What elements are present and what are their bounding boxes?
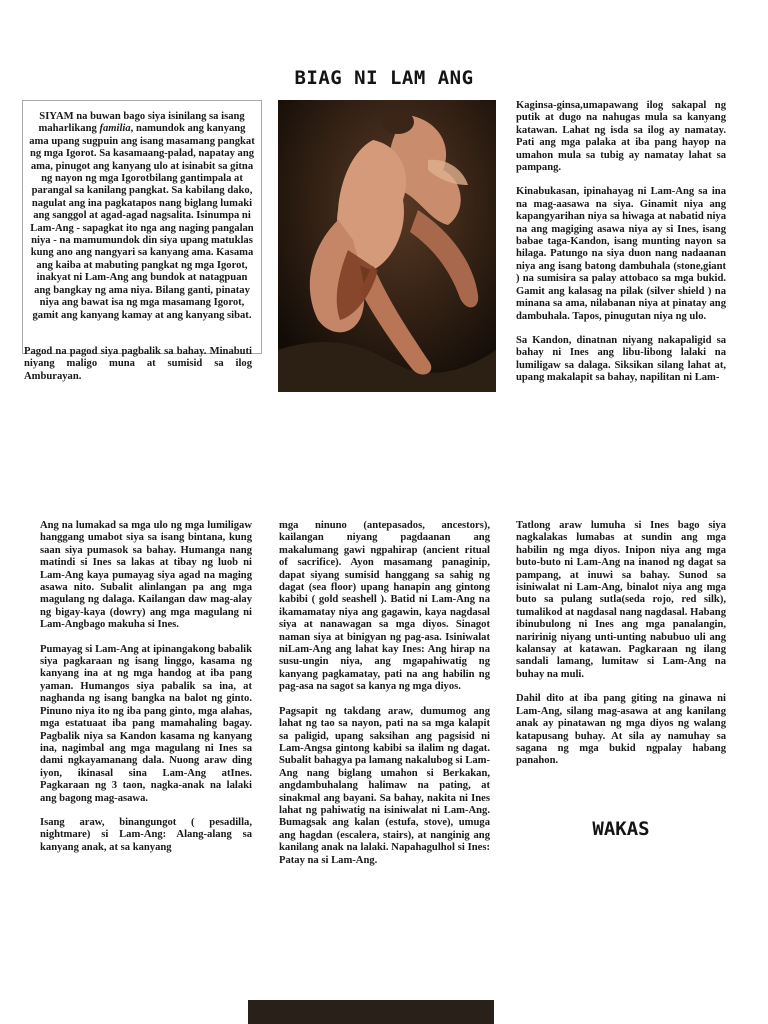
paragraph: Tatlong araw lumuha si Ines bago siya nagkalakas lumabas at sundin ang mga habilin ng mga diyos. Inipon niya ang mga buto-buto ni Lam-Ang na inanod ng dagat sa pampang, at inuwi sa bahay. Sunod sa isiniwalat ni Lam-Ang, binalot niya ang mga buto sa pulang sutla(seda rojo, red silk), tumalikod at nagdasal nang nagdasal. Habang ibinubulong ni Ines ang mga panalangin, naririnig niyang unti-unting nabubuo uli ang kalansay at katawan. Pagkaraan ng ilang sandali lamang, lumitaw si Lam-Ang na buhay na muli. [516, 520, 726, 680]
paragraph: Ang na lumakad sa mga ulo ng mga lumiligaw hanggang umabot siya sa isang bintana, kung saan siya pumasok sa bahay. Humanga nang matindi si Ines sa lakas at tibay ng luob ni Lam-Ang kaya pumayag siya agad na maging asawa nito. Subalit alinlangan pa ang mga magulang ng dalaga. Kailangan daw mag-alay ng bigay-kaya (dowry) ang mga magulang ni Lam-Angbago makuha si Ines. [40, 520, 252, 631]
painting-image [278, 100, 496, 392]
painting-illustration [278, 100, 496, 392]
column-2 [279, 520, 490, 879]
paragraph: Kaginsa-ginsa,umapawang ilog sakapal ng putik at dugo na nahugas mula sa kanyang katawan. Lahat ng isda sa ilog ay namatay. Pati ang mga palaka at iba pang hayop na umahon mula sa tubig ay namatay lahat sa pampang. [516, 100, 726, 174]
paragraph: Pumayag si Lam-Ang at ipinangakong babalik siya pagkaraan ng isang linggo, kasama ng kanyang ina at ng mga handog at iba pang yaman. Humangos siya pabalik sa ina, at naghanda ng isang bangka na balot ng ginto. Pinuno niya ito ng iba pang ginto, mga alahas, mga estatuaat iba pang mamahaling bagay. Pagbalik niya sa Kandon kasama ng kanyang ina, nagimbal ang mga magulang ni Ines sa dami ngkayamanang dala. Nuong araw ding iyon, ikinasal sina Lam-Ang atInes. Pagkaraan ng 3 taon, nagka-anak na lalaki ang bagong mag-asawa. [40, 643, 252, 804]
bottom-image-strip [248, 1000, 494, 1024]
paragraph: mga ninuno (antepasados, ancestors), kailangan niyang pagdaanan ang makalumang gawi ngpahirap (ancient ritual of sacrifice). Ayon masamang panaginip, dapat siyang sumisid hanggang sa sahig ng dagat (sea floor) upang hanapin ang gintong kabibi ( gold seashell ). Batid ni Lam-Ang na ikamamatay niya ang gagawin, kaya nagdasal siya at nanawagan sa mga diyos. Sinagot naman siya at binigyan ng pag-asa. Isiniwalat niLam-Ang ang lahat kay Ines: Ang hirap na susu-ungin niya, ang mgapahiwatig ng kanyang pagkamatay, pati na ang habilin ng pag-asa na sagot sa kanya ng mga diyos. [279, 520, 490, 693]
page-title: BIAG NI LAM ANG [294, 67, 474, 89]
paragraph: Dahil dito at iba pang giting na ginawa ni Lam-Ang, silang mag-asawa at ang kanilang anak ay pinatawan ng mga diyos ng walang katapusang buhay. At sila ay namuhay sa sagana ng mga bukid ngpalay habang panahon. [516, 693, 726, 767]
paragraph: Kinabukasan, ipinahayag ni Lam-Ang sa ina na mag-aasawa na siya. Ginamit niya ang kapangyarihan niya sa hiwaga at nabatid niya na ang magiging asawa niya ay si Ines, isang babae taga-Kandon, isang munting nayon sa hilaga. Patungo na siya duon nang nadaanan niya ang isang batong dambuhala (stone,giant ) na sumisira sa palay attobaco sa mga bukid. Gamit ang kalasag na pilak (silver shield ) na minana sa ama, nilabanan niya at pinatay ang dambuhala. Tapos, pinugutan niya ng ulo. [516, 186, 726, 322]
paragraph: Isang araw, binangungot ( pesadilla, nightmare) si Lam-Ang: Alang-alang sa kanyang anak, at sa kanyang [40, 816, 252, 853]
column-3 [516, 520, 726, 780]
intro-continuation: Pagod na pagod siya pagbalik sa bahay. Minabuti niyang maligo muna at sumisid sa ilog Amburayan. [24, 346, 252, 382]
intro-paragraph: SIYAM na buwan bago siya isinilang sa isang maharlikang familia, namundok ang kanyang ama upang sugpuin ang isang masamang pangkat ng mga Igorot. Sa kasamaang-palad, napatay ang ama, pinugot ang kanyang ulo at isinabit sa gitna ng nayon ng mga Igorotbilang gantimpala at parangal sa kanilang pangkat. Sa kabilang dako, nagulat ang ina pagkatapos nang biglang lumaki ang sanggol at agad-agad nagsalita. Isinumpa ni Lam-Ang - sapagkat ito nga ang naging pangalan niya - na mamumundok din siya upang matuklas kung ano ang nangyari sa kanyang ama. Kasama ang kaiba at mabuting pangkat ng mga Igorot, inakyat ni Lam-Ang ang bundok at natagpuan ang bangkay ng ama niya. Bilang ganti, pinatay niya ang bawat isa ng mga masamang Igorot, gamit ang kanyang kamay at ang kanyang sibat. [29, 111, 255, 321]
right-column-top [516, 100, 726, 397]
paragraph: Sa Kandon, dinatnan niyang nakapaligid sa bahay ni Ines ang libu-libong lalaki na lumiligaw sa dalaga. Siksikan silang lahat at, upang makalapit sa bahay, napilitan ni Lam- [516, 334, 726, 384]
end-marker: WAKAS [592, 818, 650, 840]
intro-text-box [22, 100, 262, 354]
column-1 [40, 520, 252, 866]
paragraph: Pagsapit ng takdang araw, dumumog ang lahat ng tao sa nayon, pati na sa mga kalapit sa paligid, upang saksihan ang pagsisid ni Lam-Angsa gintong kabibi sa ilalim ng dagat. Subalit bahagya pa lamang nakalubog si Lam-Ang nang biglang umahon si Berkakan, angdambuhalang halimaw na pating, at sinakmal ang bayani. Sa bahay, nakita ni Ines lahat ng pahiwatig na isiniwalat ni Lam-Ang. Bumagsak ang kalan (estufa, stove), umuga ang hagdan (escalera, stairs), at nanginig ang kanilang anak na lalaki. Napahagulhol si Ines: Patay na si Lam-Ang. [279, 705, 490, 866]
